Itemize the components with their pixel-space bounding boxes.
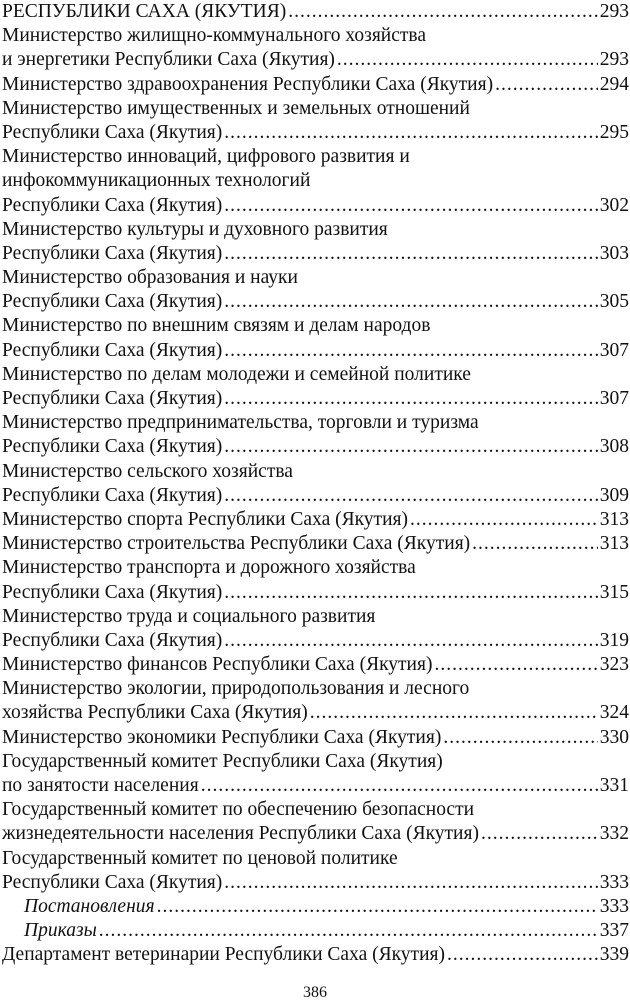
toc-page-number: 331 (599, 775, 629, 796)
toc-entry-text: Приказы (24, 920, 97, 942)
toc-entry-text: Республики Саха (Якутия) (2, 484, 223, 506)
dot-leader (443, 726, 597, 750)
toc-entry-text: Республики Саха (Якутия) (2, 242, 223, 264)
toc-entry-text: Министерство предпринимательства, торговли и туризма (2, 412, 479, 434)
toc-page-number: 307 (599, 339, 629, 361)
toc-entry-line (2, 822, 629, 846)
toc-entry-line (2, 871, 629, 895)
toc-entry-text: Республики Саха (Якутия) (2, 871, 223, 893)
toc-entry-text: Постановления (24, 895, 155, 917)
toc-entry-continuation (2, 847, 629, 871)
toc-entry-text: Министерство здравоохранения Республики Саха (Якутия) (2, 73, 494, 95)
toc-entry-continuation (2, 266, 629, 290)
toc-entry-line (2, 943, 629, 967)
toc-page-number: 333 (599, 871, 629, 893)
toc-entry-line (2, 48, 629, 72)
toc-entry-continuation (2, 24, 629, 48)
toc-entry-line (2, 194, 629, 218)
toc-entry-text: Министерство образования и науки (2, 267, 298, 289)
toc-entry-line (2, 919, 629, 943)
dot-leader (224, 242, 597, 266)
toc-page-number: 313 (599, 533, 629, 555)
toc-entry-continuation (2, 677, 629, 701)
toc-entry-text: Министерство культуры и духовного развития (2, 218, 388, 240)
toc-page-number: 332 (599, 823, 629, 845)
toc-entry-line (2, 701, 629, 725)
toc-page-number: 337 (599, 920, 629, 942)
toc-entry-line (2, 435, 629, 459)
dot-leader (288, 0, 598, 24)
toc-entry-line (2, 581, 629, 605)
toc-entry-text: Республики Саха (Якутия) (2, 629, 223, 651)
dot-leader (224, 339, 597, 363)
toc-entry-line (2, 532, 629, 556)
toc-entry-text: хозяйства Республики Саха (Якутия) (2, 702, 308, 724)
page-number: 386 (303, 984, 327, 1001)
toc-entry-text: Республики Саха (Якутия) (2, 581, 223, 603)
toc-entry-continuation (2, 798, 629, 822)
toc-page-number: 305 (599, 291, 629, 313)
toc-entry-text: Министерство инноваций, цифрового развития и (2, 146, 410, 168)
toc-entry-text: жизнедеятельности населения Республики Саха (Якутия) (2, 823, 479, 845)
toc-page-number: 295 (599, 121, 629, 143)
toc-page-number: 319 (599, 629, 629, 651)
toc-entry-text: Республики Саха (Якутия) (2, 339, 223, 361)
toc-page-number: 323 (599, 654, 629, 676)
toc-page-number: 339 (599, 944, 629, 966)
toc-entry-text: Государственный комитет по ценовой политике (2, 847, 398, 869)
toc-entry-text: Министерство по внешним связям и делам народов (2, 315, 431, 337)
dot-leader (472, 532, 598, 556)
toc-page-number: 303 (599, 242, 629, 264)
toc-page-number: 307 (599, 388, 629, 409)
toc-entry-text: Государственный комитет Республики Саха (Якутия) (2, 750, 443, 772)
toc-entry-continuation (2, 556, 629, 580)
toc-entry-text: Министерство по делам молодежи и семейной политике (2, 363, 471, 385)
toc-entry-line (2, 387, 629, 411)
toc-entry-continuation (2, 145, 629, 169)
dot-leader (224, 629, 597, 653)
table-of-contents (2, 0, 629, 968)
dot-leader (157, 895, 598, 919)
toc-entry-line (2, 774, 629, 798)
toc-entry-continuation (2, 314, 629, 338)
toc-page-number: 330 (599, 726, 629, 748)
toc-entry-text: Республики Саха (Якутия) (2, 194, 223, 216)
dot-leader (224, 290, 597, 314)
toc-entry-line (2, 629, 629, 653)
dot-leader (224, 194, 597, 218)
toc-entry-continuation (2, 411, 629, 435)
toc-page-number: 315 (599, 581, 629, 603)
dot-leader (337, 48, 598, 72)
dot-leader (224, 581, 597, 605)
toc-entry-text: Министерство жилищно-коммунального хозяйства (2, 25, 427, 47)
toc-entry-continuation (2, 460, 629, 484)
toc-entry-text: Министерство транспорта и дорожного хозяйства (2, 557, 416, 579)
dot-leader (224, 387, 597, 411)
toc-entry-line (2, 73, 629, 97)
dot-leader (224, 871, 597, 895)
toc-entry-text: Министерство экономики Республики Саха (Якутия) (2, 726, 442, 748)
toc-entry-line (2, 121, 629, 145)
dot-leader (481, 822, 598, 846)
toc-page-number: 309 (599, 484, 629, 506)
toc-entry-line (2, 895, 629, 919)
toc-entry-text: Департамент ветеринарии Республики Саха (Якутия) (2, 944, 445, 966)
toc-entry-continuation (2, 605, 629, 629)
dot-leader (224, 121, 597, 145)
toc-entry-text: и энергетики Республики Саха (Якутия) (2, 49, 335, 71)
dot-leader (447, 943, 598, 967)
toc-entry-line (2, 339, 629, 363)
toc-entry-text: по занятости населения (2, 775, 199, 796)
toc-page-number: 308 (599, 436, 629, 458)
dot-leader (224, 435, 597, 459)
toc-entry-text: РЕСПУБЛИКИ САХА (ЯКУТИЯ) (2, 1, 287, 22)
toc-entry-line (2, 242, 629, 266)
toc-entry-text: Министерство экологии, природопользования и лесного (2, 678, 470, 700)
toc-entry-text: Министерство спорта Республики Саха (Якутия) (2, 508, 408, 530)
toc-page-number: 294 (599, 73, 629, 95)
dot-leader (310, 701, 598, 725)
toc-entry-line (2, 0, 629, 24)
toc-page-number: 333 (599, 895, 629, 917)
dot-leader (495, 73, 598, 97)
toc-entry-continuation (2, 97, 629, 121)
dot-leader (201, 774, 598, 798)
dot-leader (224, 484, 597, 508)
toc-entry-text: Государственный комитет по обеспечению безопасности (2, 799, 475, 821)
toc-entry-line (2, 726, 629, 750)
toc-entry-text: Министерство финансов Республики Саха (Якутия) (2, 654, 433, 676)
toc-entry-line (2, 653, 629, 677)
toc-entry-text: инфокоммуникационных технологий (2, 170, 311, 192)
toc-entry-line (2, 508, 629, 532)
dot-leader (434, 653, 597, 677)
toc-entry-text: Министерство имущественных и земельных отношений (2, 97, 470, 119)
toc-entry-text: Министерство сельского хозяйства (2, 460, 293, 482)
toc-page-number: 324 (599, 702, 629, 724)
toc-page-number: 313 (599, 508, 629, 530)
toc-entry-line (2, 290, 629, 314)
toc-entry-text: Министерство строительства Республики Саха (Якутия) (2, 533, 471, 555)
toc-entry-text: Республики Саха (Якутия) (2, 291, 223, 313)
dot-leader (410, 508, 598, 532)
toc-entry-text: Республики Саха (Якутия) (2, 436, 223, 458)
dot-leader (99, 919, 598, 943)
toc-page-number: 293 (599, 1, 629, 22)
toc-entry-text: Республики Саха (Якутия) (2, 388, 223, 409)
toc-entry-continuation (2, 218, 629, 242)
toc-entry-continuation (2, 750, 629, 774)
toc-entry-text: Республики Саха (Якутия) (2, 121, 223, 143)
toc-page-number: 302 (599, 194, 629, 216)
toc-page-number: 293 (599, 49, 629, 71)
toc-entry-text: Министерство труда и социального развития (2, 605, 376, 627)
toc-entry-line (2, 484, 629, 508)
toc-entry-continuation (2, 169, 629, 193)
toc-entry-continuation (2, 363, 629, 387)
